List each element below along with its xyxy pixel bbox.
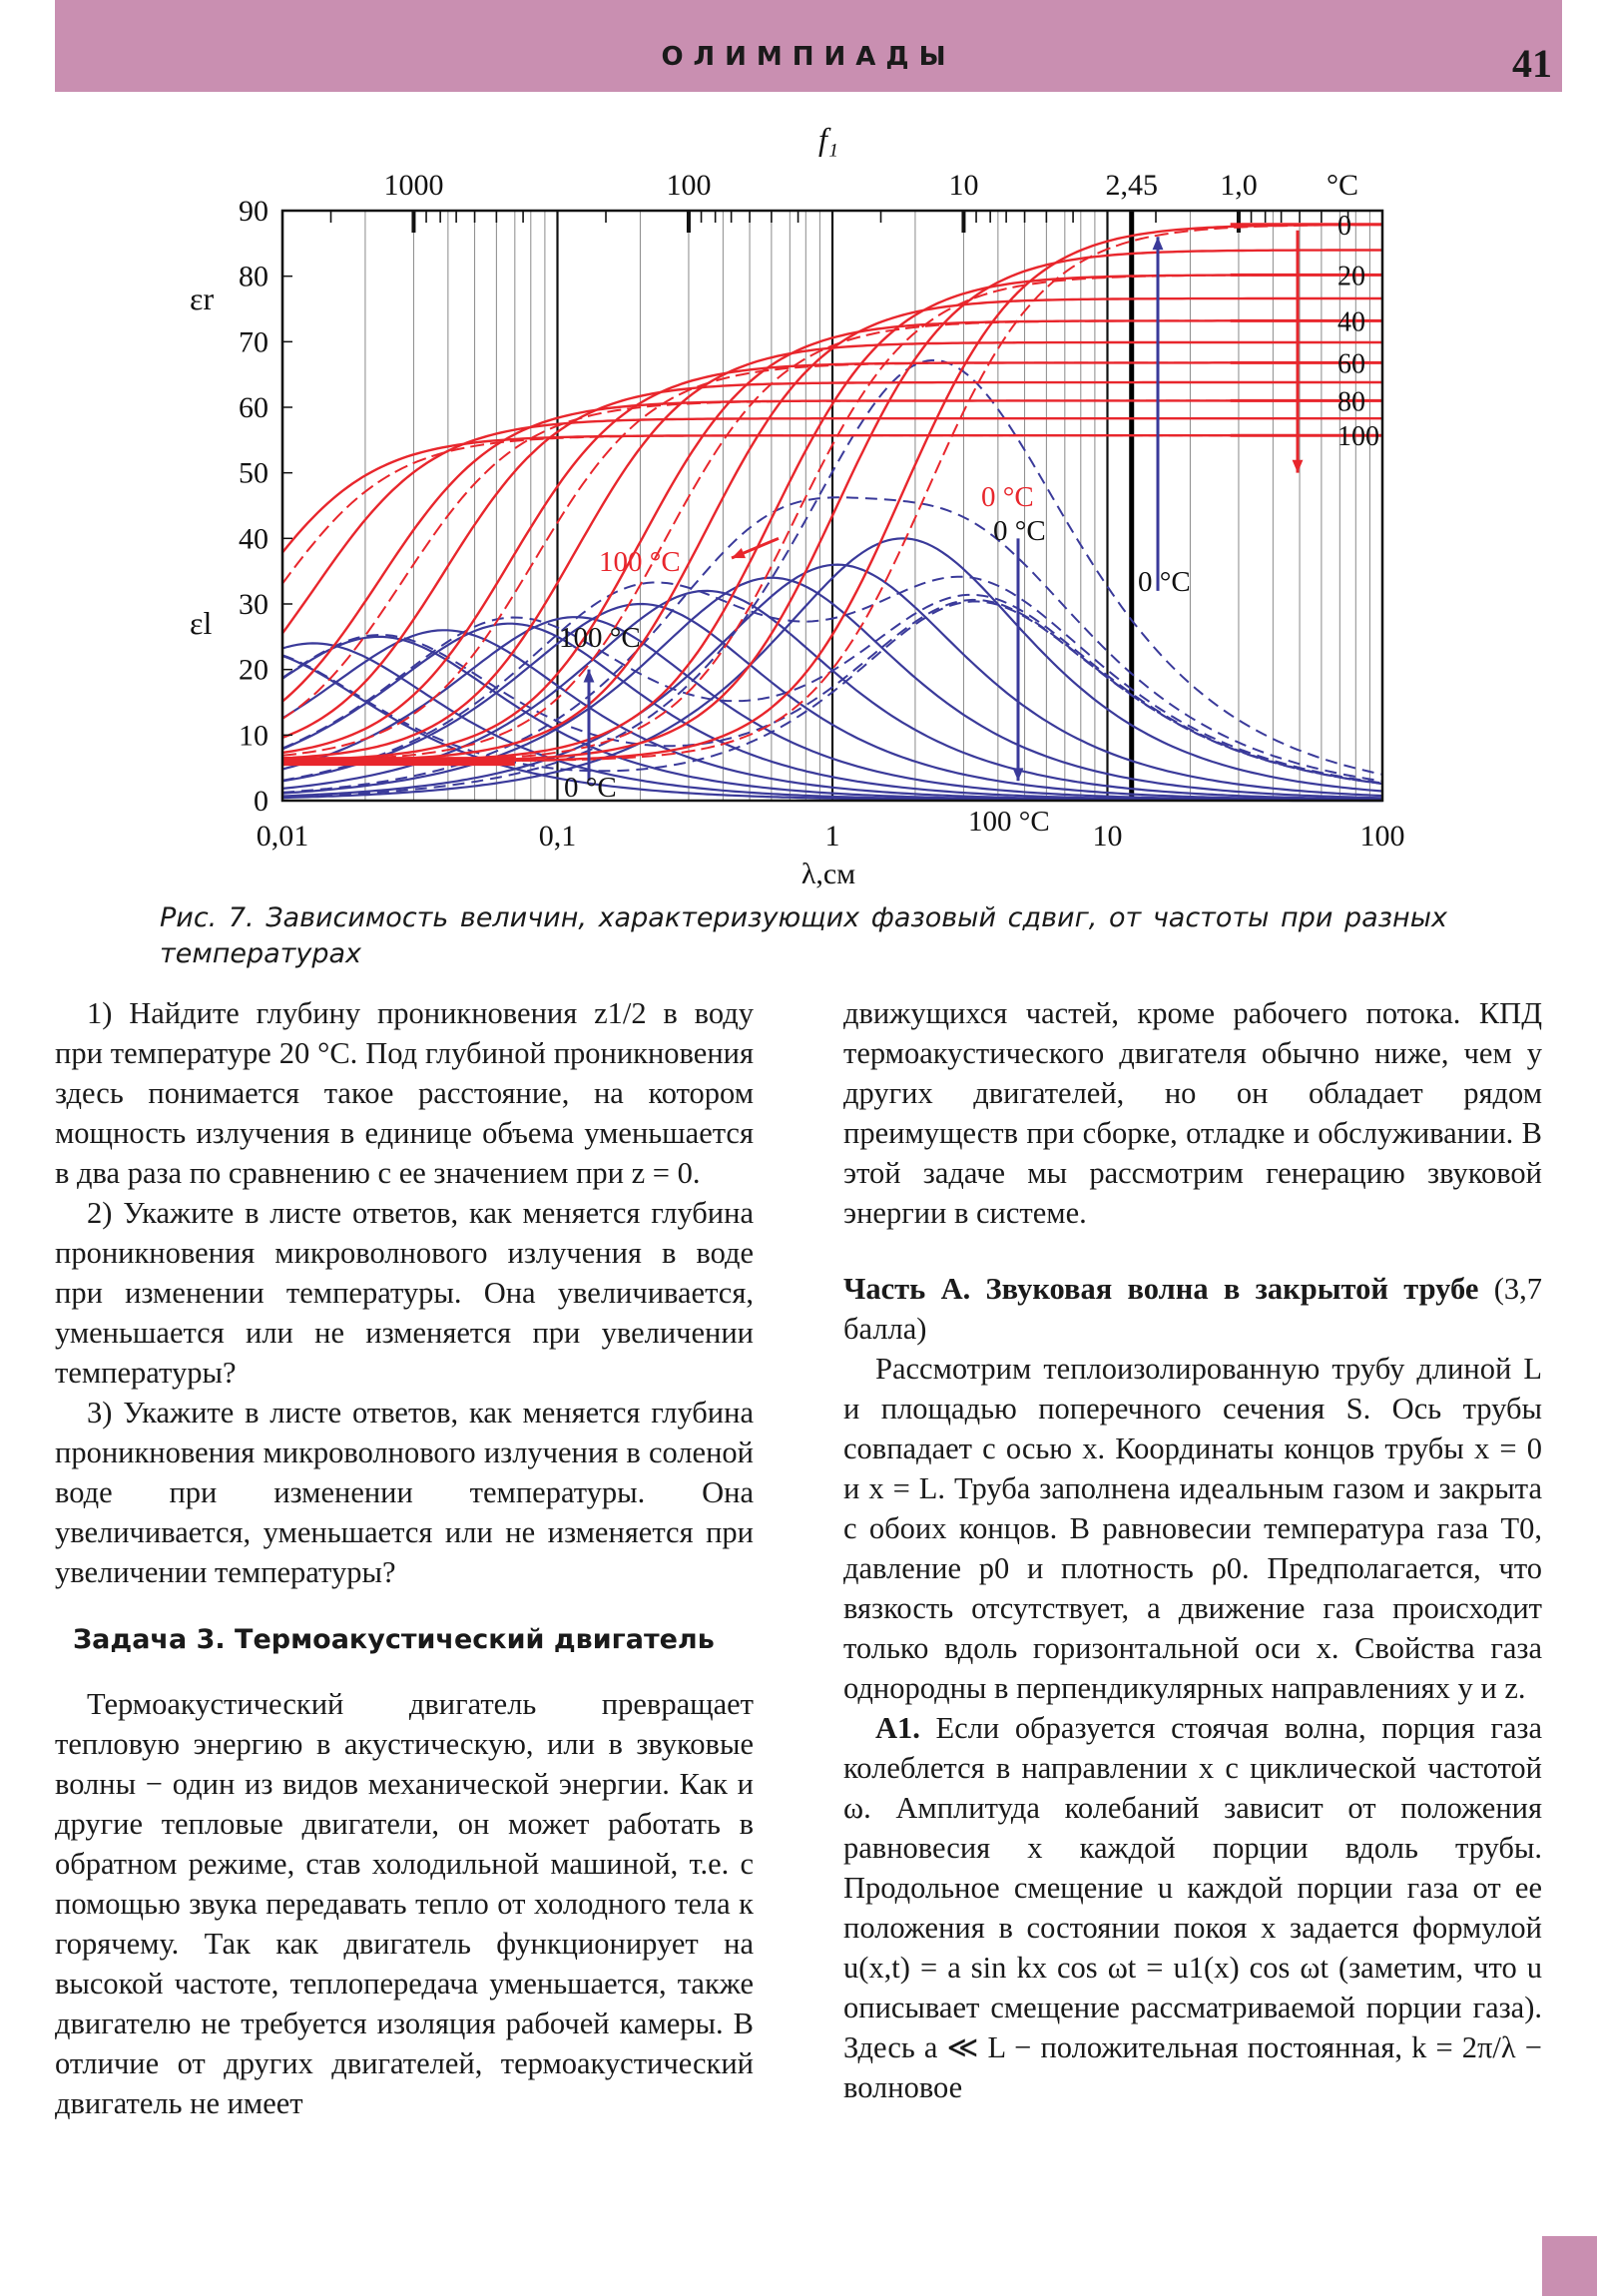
figure-caption: Рис. 7. Зависимость величин, характеризующих фазовый сдвиг, от частоты при разных температурах xyxy=(160,902,1447,969)
y-tick-label: 80 xyxy=(239,260,268,293)
arrow-blue-small-head xyxy=(584,670,595,683)
top-tick-label: 10 xyxy=(948,169,979,202)
paragraph-question-3: 3) Укажите в листе ответов, как меняется глубина проникновения микроволнового излучения в соленой воде при изменении температуры. Она увеличивается, уменьшается или не изменяется при увеличении температуры? xyxy=(55,1396,754,1589)
side-tab xyxy=(1542,2236,1597,2296)
y-tick-label: 20 xyxy=(239,653,268,687)
x-axis-label: λ,см xyxy=(800,858,856,890)
y-tick-label: 10 xyxy=(239,719,268,753)
page-number: 41 xyxy=(1512,41,1552,86)
y-axis-label-er: εr xyxy=(190,281,215,316)
left-column xyxy=(55,993,754,2123)
annotation-blue-0c-a: 0 °C xyxy=(993,515,1046,547)
section-title: ОЛИМПИАДЫ xyxy=(661,42,956,72)
annotation-blue-0c-bottom: 0 °C xyxy=(564,772,617,804)
paragraph-question-1: 1) Найдите глубину проникновения z1/2 в воду при температуре 20 °C. Под глубиной проникновения здесь понимается такое расстояние, на котором мощность излучения в единице объема уменьшается в два раза по сравнению с ее значением при z = 0. xyxy=(55,996,754,1190)
part-points: (3,7 балла) xyxy=(843,1272,1542,1346)
top-tick-label: °C xyxy=(1326,169,1359,202)
arrow-blue-down-head xyxy=(1013,768,1024,781)
x-tick-label: 0,1 xyxy=(538,820,577,853)
y-tick-label: 40 xyxy=(239,522,268,556)
top-tick-label: 1000 xyxy=(383,169,444,202)
part-title: Часть А. Звуковая волна в закрытой трубе xyxy=(843,1272,1479,1306)
annotation-blue-100c-bottom: 100 °C xyxy=(968,806,1050,838)
right-temp-label: 80 xyxy=(1337,386,1365,418)
task-heading: Задача 3. Термоакустический двигатель xyxy=(73,1624,715,1655)
right-temp-label: 100 xyxy=(1337,421,1379,453)
a1-text: Если образуется стоячая волна, порция газа колеблется в направлении x с циклической частотой ω. Амплитуда колебаний зависит от положения равновесия x каждой порции вдоль трубы. Продольное смещение u каждой порции газа от ее положения в состоянии покоя x задается формулой u(x,t) = a sin kx cos ωt = u1(x) cos ωt (заметим, что u описывает смещение рассматриваемой порции газа). Здесь a ≪ L − положительная постоянная, k = 2π/λ − волновое xyxy=(843,1711,1542,2104)
header-bar xyxy=(55,0,1562,92)
top-tick-label: 100 xyxy=(666,169,712,202)
paragraph-setup: Рассмотрим теплоизолированную трубу длиной L и площадью поперечного сечения S. Ось трубы совпадает с осью x. Координаты концов трубы x = 0 и x = L. Труба заполнена идеальным газом и закрыта с обоих концов. В равновесии температура газа T0, давление p0 и плотность ρ0. Предполагается, что вязкость отсутствует, а движение газа происходит только вдоль горизонтальной оси x. Свойства газа однородны в перпендикулярных направлениях y и z. xyxy=(843,1352,1542,1705)
arrow-red-temp-head xyxy=(1293,460,1304,473)
annotation-red-100c: 100 °C xyxy=(599,546,681,578)
top-axis-label: f₁ xyxy=(817,121,839,157)
annotation-blue-0c-b: 0 °C xyxy=(1138,566,1191,598)
y-tick-label: 0 xyxy=(254,785,268,818)
arrow-blue-up-head xyxy=(1153,237,1164,250)
paragraph-a1 xyxy=(843,1708,1542,2107)
paragraph-continued: движущихся частей, кроме рабочего потока. КПД термоакустического двигателя обычно ниже, чем у других двигателей, но он обладает рядом преимуществ при сборке, отладке и обслуживании. В этой задаче мы рассмотрим генерацию звуковой энергии в системе. xyxy=(843,996,1542,1230)
y-axis-label-el: εl xyxy=(190,605,213,641)
phase-shift-chart xyxy=(0,95,1597,893)
y-tick-label: 60 xyxy=(239,391,268,424)
top-tick-label: 1,0 xyxy=(1220,169,1258,202)
right-temp-label: 0 xyxy=(1337,210,1351,242)
y-tick-label: 50 xyxy=(239,456,268,490)
x-tick-label: 1 xyxy=(824,820,840,853)
x-tick-label: 0,01 xyxy=(256,820,309,853)
paragraph-question-2: 2) Укажите в листе ответов, как меняется глубина проникновения микроволнового излучения в воде при изменении температуры. Она увеличивается, уменьшается или не изменяется при увеличении температуры? xyxy=(55,1196,754,1390)
x-tick-label: 100 xyxy=(1359,820,1405,853)
right-temp-label: 40 xyxy=(1337,306,1365,338)
right-temp-label: 60 xyxy=(1337,348,1365,380)
top-tick-label: 2,45 xyxy=(1105,169,1158,202)
annotation-blue-100c: 100 °C xyxy=(559,622,641,654)
a1-label: A1. xyxy=(875,1711,920,1745)
right-column xyxy=(843,993,1542,2107)
paragraph-intro: Термоакустический двигатель превращает тепловую энергию в акустическую, или в звуковые волны − один из видов механической энергии. Как и другие тепловые двигатели, он может работать в обратном режиме, став холодильной машиной, т.е. с помощью звука передавать тепло от холодного тела к горячему. Так как двигатель функционирует на высокой частоте, теплопередача уменьшается, также двигателю не требуется изоляция рабочей камеры. В отличие от других двигателей, термоакустический двигатель не имеет xyxy=(55,1687,754,2120)
x-tick-label: 10 xyxy=(1092,820,1123,853)
y-tick-label: 90 xyxy=(239,195,268,228)
y-tick-label: 70 xyxy=(239,325,268,359)
part-heading xyxy=(843,1269,1542,1349)
y-tick-label: 30 xyxy=(239,588,268,621)
right-temp-label: 20 xyxy=(1337,261,1365,292)
annotation-red-0c: 0 °C xyxy=(981,481,1034,513)
